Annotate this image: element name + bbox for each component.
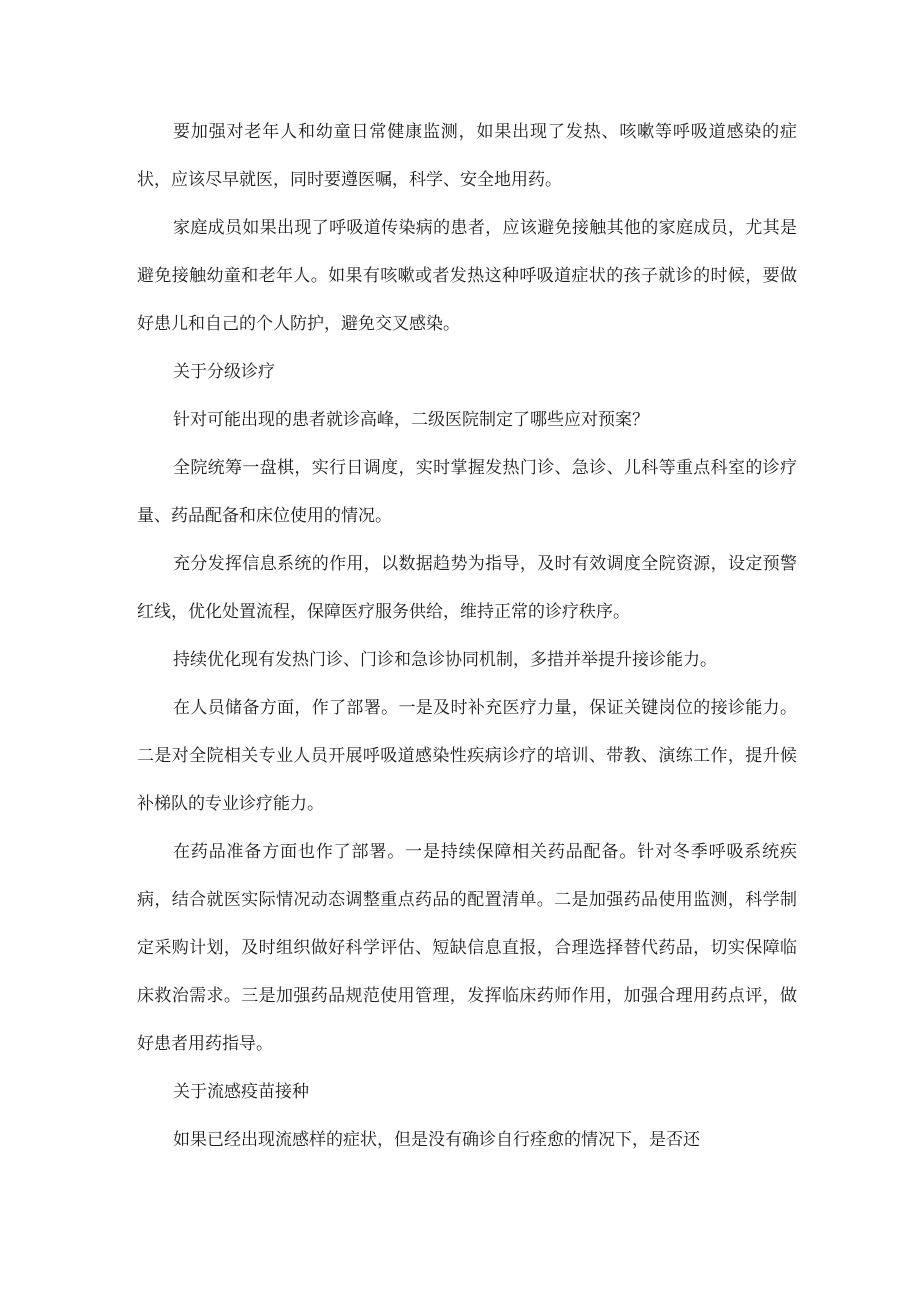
- paragraph-information-system: 充分发挥信息系统的作用，以数据趋势为指导，及时有效调度全院资源，设定预警红线，优化处置流程，保障医疗服务供给，维持正常的诊疗秩序。: [137, 554, 797, 622]
- paragraph-elderly-child-monitoring: 要加强对老年人和幼童日常健康监测，如果出现了发热、咳嗽等呼吸道感染的症状，应该尽早就医，同时要遵医嘱，科学、安全地用药。: [137, 122, 797, 190]
- paragraph-staff-reserve: 在人员储备方面，作了部署。一是及时补充医疗力量，保证关键岗位的接诊能力。二是对全院相关专业人员开展呼吸道感染性疾病诊疗的培训、带教、演练工作，提升候补梯队的专业诊疗能力。: [137, 698, 797, 814]
- document-body: [137, 108, 797, 1164]
- section-heading-flu-vaccine: 关于流感疫苗接种: [173, 1082, 309, 1102]
- paragraph-daily-dispatch: 全院统筹一盘棋，实行日调度，实时掌握发热门诊、急诊、儿科等重点科室的诊疗量、药品配备和床位使用的情况。: [137, 458, 797, 526]
- section-heading-tiered-care: 关于分级诊疗: [173, 362, 275, 382]
- paragraph-coordination-mechanism: 持续优化现有发热门诊、门诊和急诊协同机制，多措并举提升接诊能力。: [173, 650, 717, 670]
- paragraph-family-isolation: 家庭成员如果出现了呼吸道传染病的患者，应该避免接触其他的家庭成员，尤其是避免接触幼童和老年人。如果有咳嗽或者发热这种呼吸道症状的孩子就诊的时候，要做好患儿和自己的个人防护，避免交叉感染。: [137, 218, 797, 334]
- paragraph-flu-symptoms-question: 如果已经出现流感样的症状，但是没有确诊自行痊愈的情况下，是否还: [173, 1130, 700, 1150]
- paragraph-drug-preparation: 在药品准备方面也作了部署。一是持续保障相关药品配备。针对冬季呼吸系统疾病，结合就医实际情况动态调整重点药品的配置清单。二是加强药品使用监测，科学制定采购计划，及时组织做好科学评估、短缺信息直报，合理选择替代药品，切实保障临床救治需求。三是加强药品规范使用管理，发挥临床药师作用，加强合理用药点评，做好患者用药指导。: [137, 842, 797, 1054]
- paragraph-question-peak-plan: 针对可能出现的患者就诊高峰，二级医院制定了哪些应对预案？: [173, 410, 649, 430]
